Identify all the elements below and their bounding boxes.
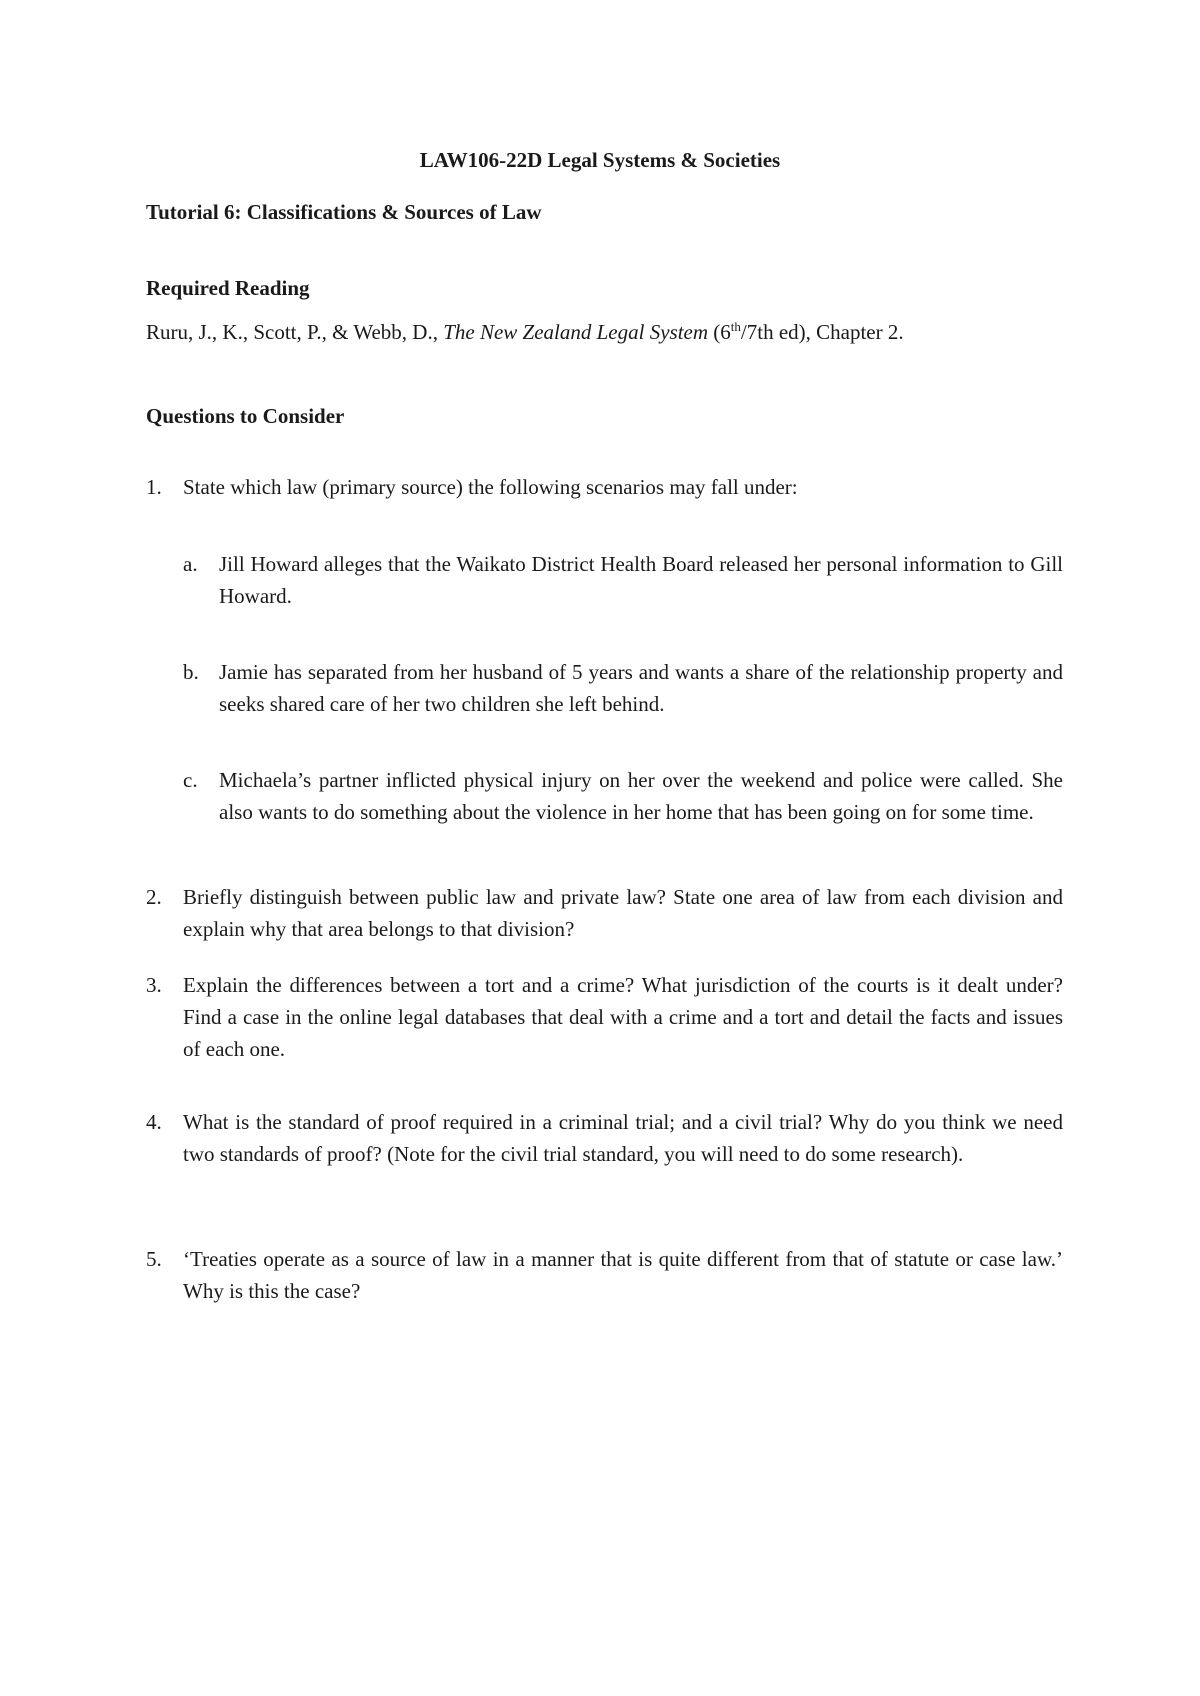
tutorial-title: Tutorial 6: Classifications & Sources of Law [146, 200, 542, 224]
question-1c-text: Michaela’s partner inflicted physical injury on her over the weekend and police were called. She also wants to do something about the violence in her home that has been going on for some time. [219, 768, 1063, 824]
question-5-text: ‘Treaties operate as a source of law in a manner that is quite different from that of statute or case law.’ Why is this the case? [183, 1247, 1063, 1303]
question-4-number: 4. [146, 1110, 162, 1134]
reading-authors: Ruru, J., K., Scott, P., & Webb, D., [146, 320, 444, 344]
question-1-number: 1. [146, 475, 162, 499]
course-title: LAW106-22D Legal Systems & Societies [419, 148, 781, 172]
question-1a-label: a. [183, 552, 198, 576]
question-1c-label: c. [183, 768, 198, 792]
question-1b-text: Jamie has separated from her husband of 5 years and wants a share of the relationship property and seeks shared care of her two children she left behind. [219, 660, 1063, 716]
question-2-number: 2. [146, 885, 162, 909]
question-2-text: Briefly distinguish between public law and private law? State one area of law from each division and explain why that area belongs to that division? [183, 885, 1063, 941]
reading-book-title: The New Zealand Legal System [443, 320, 709, 344]
reading-edition-close: /7th ed), Chapter 2. [740, 320, 904, 344]
question-3-number: 3. [146, 973, 162, 997]
reading-heading: Required Reading [146, 276, 310, 300]
question-5-number: 5. [146, 1247, 162, 1271]
reading-citation [146, 316, 1066, 348]
question-3-text: Explain the differences between a tort and a crime? What jurisdiction of the courts is it dealt under? Find a case in the online legal databases that deal with a crime and a tort and detail the facts and issues of each one. [183, 973, 1063, 1061]
question-1a-text: Jill Howard alleges that the Waikato District Health Board released her personal information to Gill Howard. [219, 552, 1063, 608]
questions-heading: Questions to Consider [146, 404, 345, 428]
reading-edition-open: (6 [708, 320, 731, 344]
question-1-text: State which law (primary source) the following scenarios may fall under: [183, 475, 798, 499]
question-1b-label: b. [183, 660, 199, 684]
question-4-text: What is the standard of proof required in a criminal trial; and a civil trial? Why do you think we need two standards of proof? (Note for the civil trial standard, you will need to do some research). [183, 1110, 1063, 1166]
reading-edition-sup: th [730, 319, 741, 334]
